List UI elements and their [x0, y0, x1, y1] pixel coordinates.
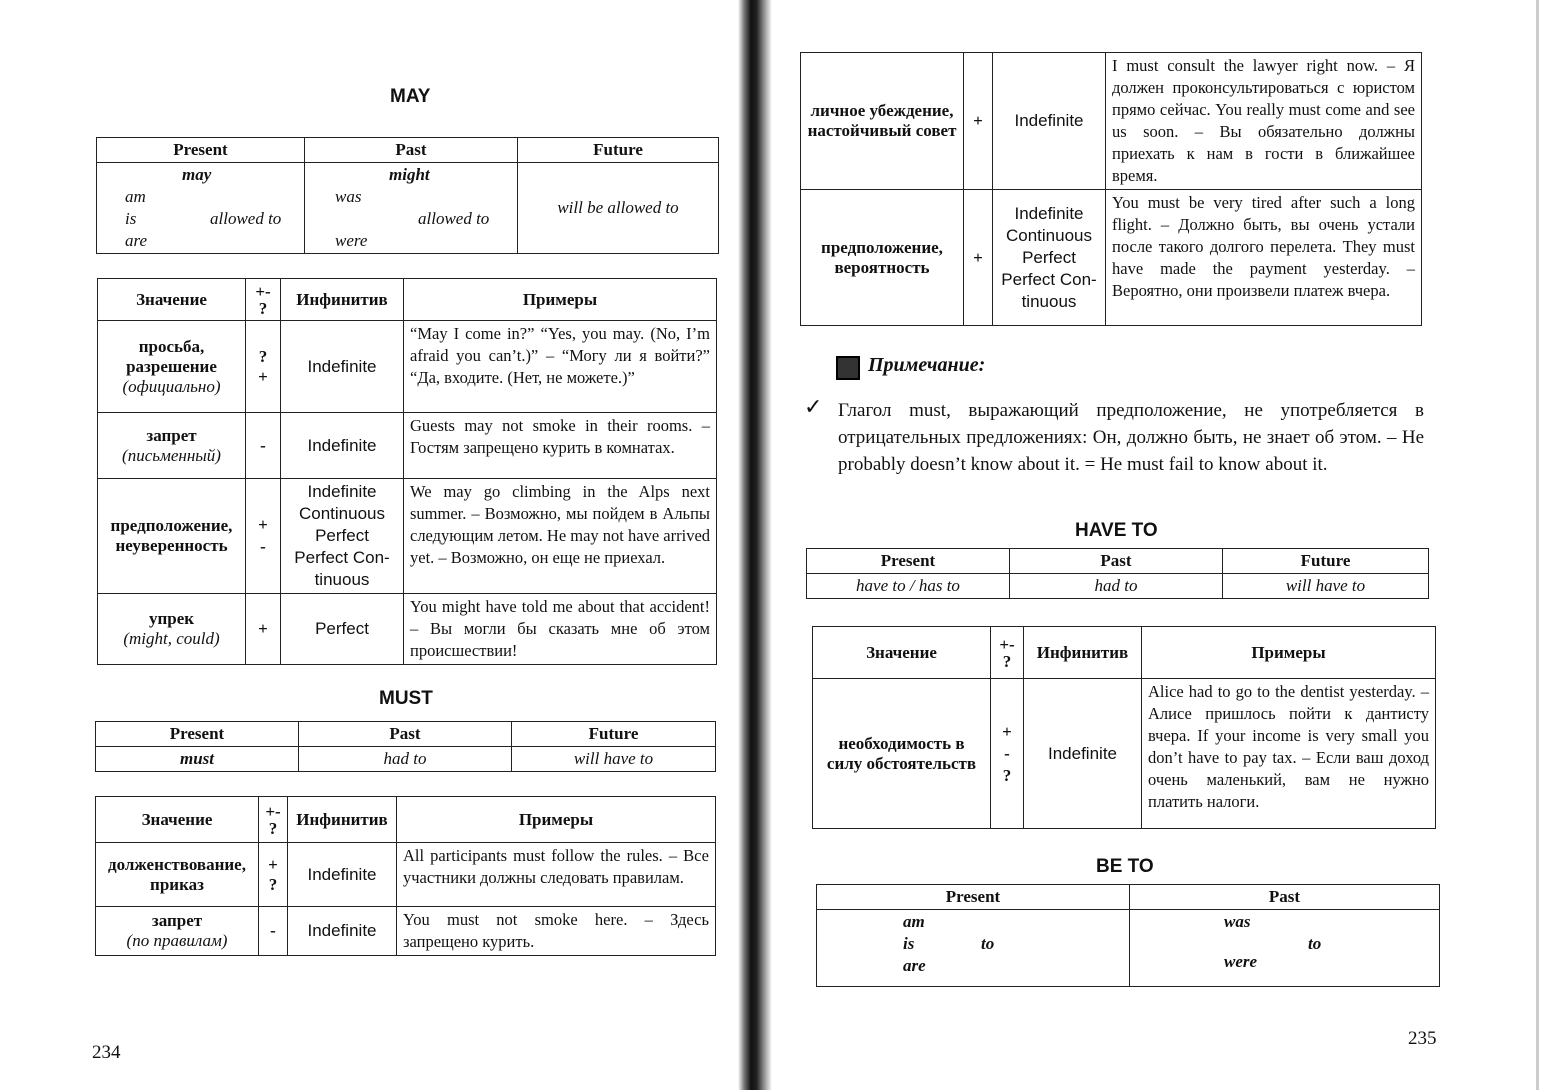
example: “May I come in?” “Yes, you may. (No, I’m afraid you can’t.)” – “Могу ли я войти?” “Да, входите. (Нет, не можете.)” [404, 321, 717, 413]
must-forms-table [95, 721, 716, 772]
be-to-heading: BE TO [1096, 856, 1154, 877]
may-modal: may [182, 165, 212, 184]
be-to-forms-table [816, 884, 1440, 987]
example: You might have told me about that accident! – Вы могли бы сказать мне об этом происшествии! [404, 594, 717, 665]
meaning-note: (по правилам) [126, 931, 228, 950]
sign: + - [246, 479, 281, 594]
meaning: предположение, неуверенность [98, 479, 246, 594]
have-to-past: had to [1010, 574, 1223, 599]
meaning: необходимость в силу обстоятельств [813, 679, 991, 829]
sign: - [246, 413, 281, 479]
example: You must be very tired after such a long flight. – Должно быть, вы очень устали после такого долгого перелета. They must have made the payment yesterday. – Вероятно, они произвели платеж вчера. [1106, 190, 1422, 326]
infinitive: Indefinite [288, 907, 397, 956]
table-row [98, 413, 717, 479]
left-page [0, 0, 740, 1090]
infinitive: Perfect [281, 594, 404, 665]
meaning: предположение, вероятность [801, 190, 964, 326]
meaning-note: (письменный) [122, 445, 221, 465]
note-icon [836, 356, 860, 380]
header-present: Present [96, 722, 299, 747]
meaning: личное убеждение, настойчивый совет [801, 53, 964, 190]
header-past: Past [299, 722, 512, 747]
right-page [770, 0, 1554, 1090]
infinitive: Indefinite [1024, 679, 1142, 829]
infinitive: Indefinite [281, 413, 404, 479]
header-future: Future [1223, 549, 1429, 574]
example: All participants must follow the rules. – Все участники должны следовать правилам. [397, 843, 716, 907]
sign: ? + [246, 321, 281, 413]
are: are [903, 956, 926, 975]
have-to-present: have to / has to [807, 574, 1010, 599]
meaning: запрет [151, 911, 203, 930]
infinitive: Indefinite [993, 53, 1106, 190]
meaning-note: (might, could) [123, 629, 220, 648]
header-future: Future [518, 138, 719, 163]
col-meaning: Значение [96, 797, 259, 843]
col-examples: Примеры [397, 797, 716, 843]
sign: + [246, 594, 281, 665]
book-spine [738, 0, 772, 1090]
table-row [813, 679, 1436, 829]
to-past: to [1308, 934, 1322, 953]
header-past: Past [1010, 549, 1223, 574]
table-row [98, 594, 717, 665]
is: is [903, 934, 915, 953]
must-continued-table [800, 52, 1422, 326]
header-past: Past [1130, 885, 1440, 910]
must-heading: MUST [379, 688, 433, 709]
allowed-to: allowed to [210, 209, 282, 228]
header-future: Future [512, 722, 716, 747]
col-meaning: Значение [98, 279, 246, 321]
col-examples: Примеры [1142, 627, 1436, 679]
col-sign: +- ? [259, 797, 288, 843]
page-number: 234 [92, 1042, 121, 1063]
have-to-future: will have to [1223, 574, 1429, 599]
meaning: долженствование, приказ [96, 843, 259, 907]
col-meaning: Значение [813, 627, 991, 679]
must-usage-table [95, 796, 716, 956]
was: was [1224, 912, 1251, 931]
may-present-cell [97, 163, 305, 254]
meaning-note: (официально) [122, 376, 221, 396]
table-row [96, 907, 716, 956]
infinitive: Indefinite [288, 843, 397, 907]
am: am [903, 912, 925, 931]
may-past-cell [305, 163, 518, 254]
may-heading: MAY [390, 86, 431, 107]
sign: + [964, 190, 993, 326]
example: I must consult the lawyer right now. – Я должен проконсультироваться с юристом прямо сейчас. You really must come and see us soon. – Вы обязательно должны приехать к нам в гости в ближайшее время. [1106, 53, 1422, 190]
infinitive: Indefinite Continuous Perfect Perfect Continuous [281, 479, 404, 594]
note-title: Примечание: [868, 354, 986, 376]
sign: - [259, 907, 288, 956]
example: Guests may not smoke in their rooms. – Гостям запрещено курить в комнатах. [404, 413, 717, 479]
to: to [981, 934, 995, 953]
example: You must not smoke here. – Здесь запрещено курить. [397, 907, 716, 956]
meaning: запрет [146, 425, 197, 445]
table-row [98, 479, 717, 594]
col-examples: Примеры [404, 279, 717, 321]
sign: + [964, 53, 993, 190]
infinitive: Indefinite Continuous Perfect Perfect Continuous [993, 190, 1106, 326]
table-row [96, 843, 716, 907]
meaning: просьба, разрешение [126, 336, 217, 376]
may-future-cell: will be allowed to [518, 163, 719, 254]
col-sign: +- ? [991, 627, 1024, 679]
header-present: Present [817, 885, 1130, 910]
may-usage-table [97, 278, 717, 665]
col-sign: +- ? [246, 279, 281, 321]
meaning: упрек [148, 609, 195, 628]
sign: + ? [259, 843, 288, 907]
note-text: Глагол must, выражающий предположение, не употребляется в отрицательных предложениях: Он, должно быть, не знает об этом. – He probably doesn’t know about it. = He must fail to know about it. [838, 400, 1424, 475]
were: were [1224, 952, 1258, 971]
page-number: 235 [1408, 1028, 1437, 1049]
have-to-heading: HAVE TO [1075, 520, 1158, 541]
example: Alice had to go to the dentist yesterday. – Алисе пришлось пойти к дантисту вчера. If your income is very small you don’t have to pay tax. – Если ваш доход очень маленький, вам не нужно платить налоги. [1142, 679, 1436, 829]
must-present: must [96, 747, 299, 772]
must-future: will have to [512, 747, 716, 772]
table-row [801, 190, 1422, 326]
was: was [335, 187, 362, 206]
must-past: had to [299, 747, 512, 772]
have-to-usage-table [812, 626, 1436, 829]
infinitive: Indefinite [281, 321, 404, 413]
were: were [335, 231, 368, 250]
example: We may go climbing in the Alps next summer. – Возможно, мы пойдем в Альпы следующим летом. He may not have arrived yet. – Возможно, он еще не приехал. [404, 479, 717, 594]
be-to-present-cell [817, 910, 1130, 987]
table-row [98, 321, 717, 413]
header-past: Past [305, 138, 518, 163]
may-forms-table [96, 137, 719, 254]
sign: + - ? [991, 679, 1024, 829]
header-present: Present [807, 549, 1010, 574]
have-to-forms-table [806, 548, 1429, 599]
might-modal: might [389, 165, 430, 184]
am: am [125, 187, 146, 206]
allowed-to-past: allowed to [418, 209, 490, 228]
col-infinitive: Инфинитив [281, 279, 404, 321]
be-to-past-cell [1130, 910, 1440, 987]
col-infinitive: Инфинитив [288, 797, 397, 843]
header-present: Present [97, 138, 305, 163]
is: is [125, 209, 137, 228]
col-infinitive: Инфинитив [1024, 627, 1142, 679]
check-icon: ✓ [804, 394, 823, 419]
table-row [801, 53, 1422, 190]
are: are [125, 231, 148, 250]
